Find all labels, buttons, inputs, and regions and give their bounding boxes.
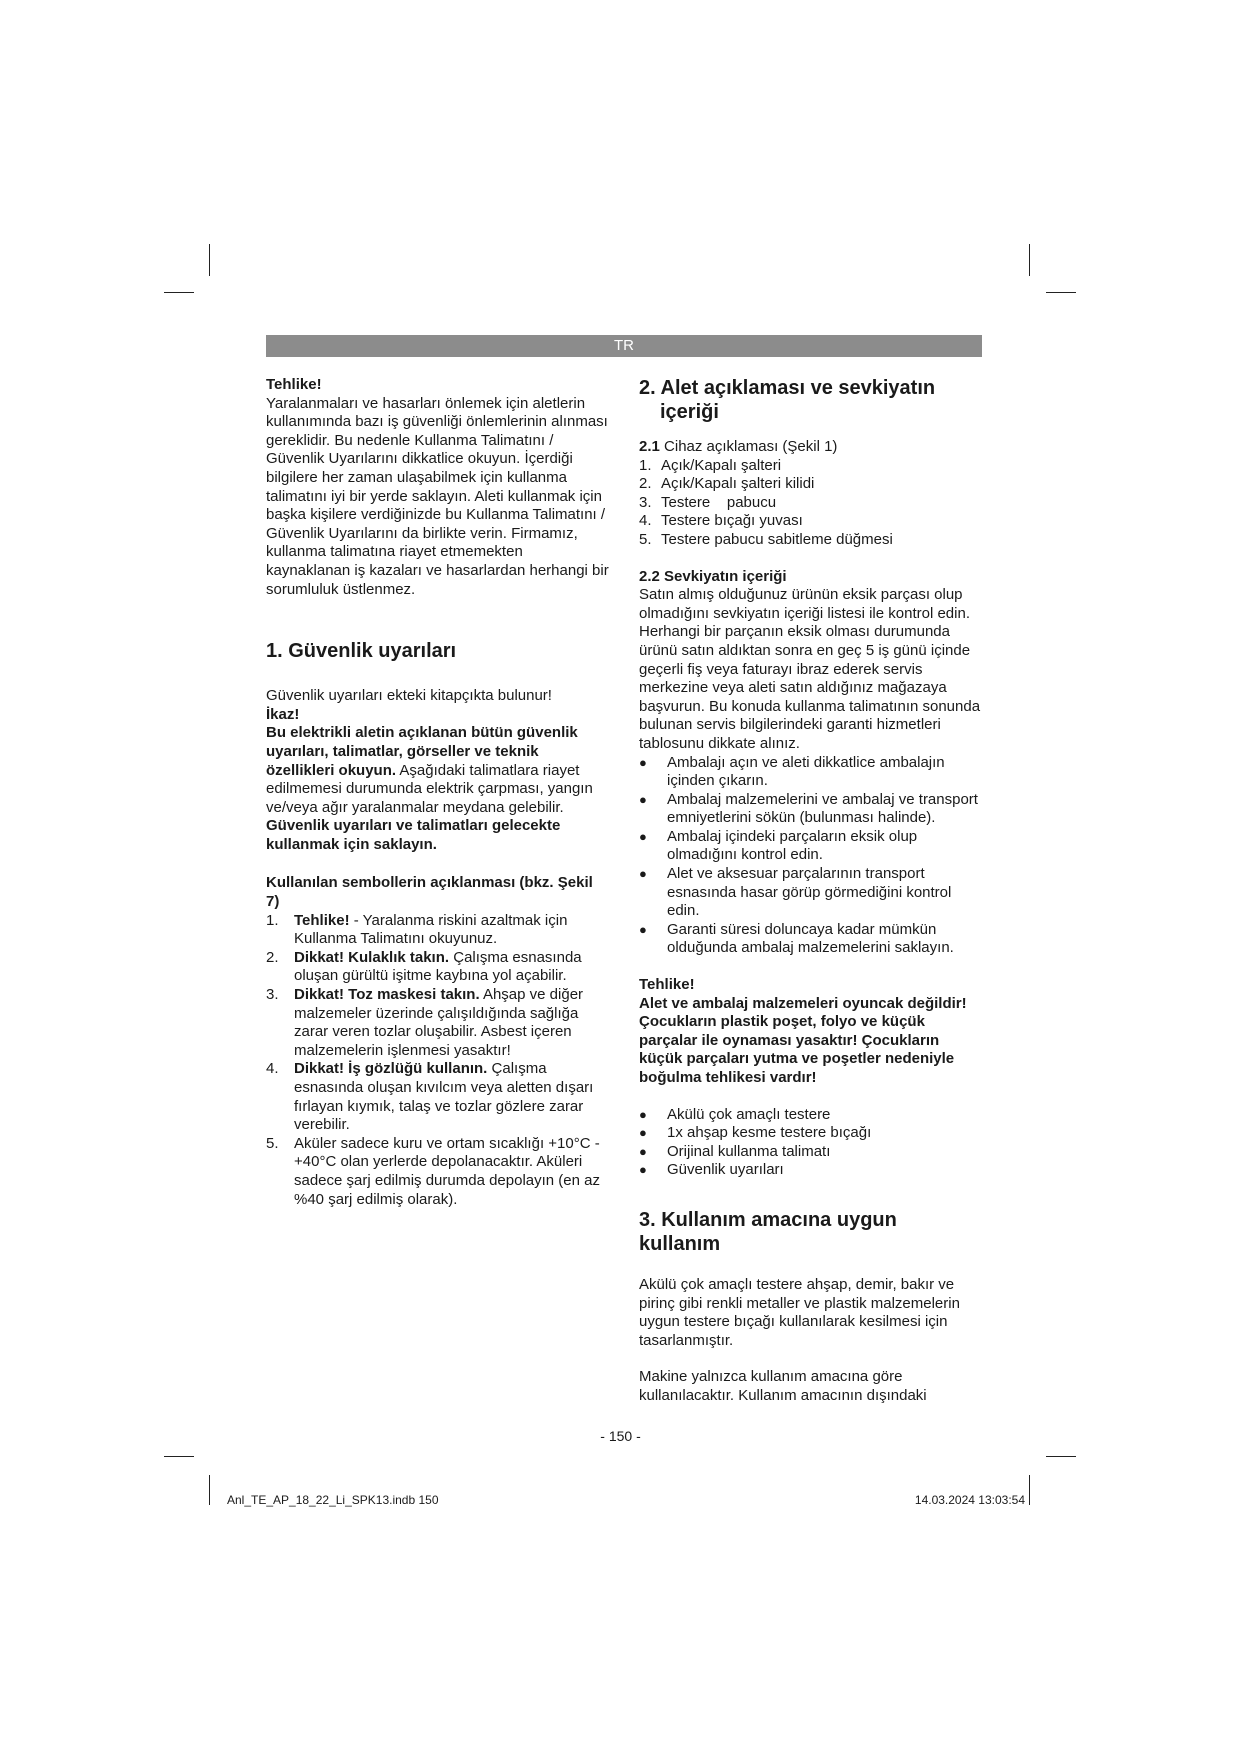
list-item [639, 865, 982, 921]
list-item-number: 4. [266, 1060, 279, 1078]
list-item-body: Çalışma esnasında oluşan kıvılcım veya aletten dışarı fırlayan kıymık, talaş ve tozlar gözlere zarar verebilir. [294, 1060, 594, 1134]
bullet-icon: ● [639, 1143, 647, 1159]
subsection-2-1-heading [639, 438, 982, 457]
list-item-number: 3. [266, 986, 279, 1004]
page-number: - 150 - [600, 1428, 641, 1444]
list-item [639, 531, 982, 550]
list-item-body: - Yaralanma riskini azaltmak için Kullanma Talimatını okuyunuz. [294, 911, 568, 948]
danger-heading: Tehlike! [266, 376, 322, 393]
list-item-text [294, 949, 610, 986]
crop-mark [164, 1456, 194, 1457]
list-item-text: Ambalajı açın ve aleti dikkatlice ambalajın içinden çıkarın. [667, 753, 945, 790]
crop-mark [1029, 1475, 1030, 1505]
keep-instructions-note: Güvenlik uyarıları ve talimatları gelecekte kullanmak için saklayın. [266, 817, 561, 853]
list-item-bold: Dikkat! Toz maskesi takın. [294, 986, 480, 1004]
safety-booklet-note: Güvenlik uyarıları ekteki kitapçıkta bulunur! [266, 687, 552, 705]
delivery-contents-paragraph: Satın almış olduğunuz ürünün eksik parçası olup olmadığını sevkiyatın içeriği listesi ile kontrol edin. Herhangi bir parçanın eksik olması durumunda ürünü satın aldıktan sonra en geç 5 iş günü içinde geçerli fiş veya faturayı ibraz ederek servis merkezine veya aleti satın aldığınız mağazaya başvurun. Bu konuda kullanma talimatının sonunda bulunan servis bilgilerindeki garanti hizmetleri tablosunu dikkate alınız. [639, 586, 981, 752]
danger-2-paragraph: Alet ve ambalaj malzemeleri oyuncak değildir! Çocukların plastik poşet, folyo ve küçük parçalar ile oynaması yasaktır! Çocukların küçük parçaları yutma ve poşetler nedeniyle boğulma tehlikesi vardır! [639, 994, 967, 1086]
list-item [266, 1135, 610, 1209]
crop-mark [209, 1475, 210, 1505]
list-item-number: 4. [639, 512, 652, 530]
list-item-text: Güvenlik uyarıları [667, 1161, 784, 1179]
list-item-text [294, 1135, 610, 1209]
list-item [639, 1161, 982, 1180]
bullet-icon: ● [639, 1125, 647, 1141]
language-code: TR [614, 337, 634, 354]
list-item-body: Çalışma esnasında oluşan gürültü işitme kaybına yol açabilir. [294, 948, 582, 985]
list-item-text: Testere bıçağı yuvası [661, 512, 803, 530]
list-item-text: Garanti süresi doluncaya kadar mümkün olduğunda ambalaj malzemelerini saklayın. [667, 920, 954, 957]
section-3-title: 3. Kullanım amacına uygun kullanım [639, 1208, 897, 1255]
list-item-text: Alet ve aksesuar parçalarının transport esnasında hasar görüp görmediğini kontrol edin. [667, 865, 952, 920]
intended-use-paragraph-2: Makine yalnızca kullanım amacına göre kullanılacaktır. Kullanım amacının dışındaki [639, 1368, 927, 1404]
crop-mark [1046, 1456, 1076, 1457]
list-item-text [294, 1060, 610, 1134]
intended-use-paragraph-1: Akülü çok amaçlı testere ahşap, demir, bakır ve pirinç gibi renkli metaller ve plastik malzemelerin uygun testere bıçağı kullanılarak kesilmesi için tasarlanmıştır. [639, 1275, 960, 1349]
symbols-list [266, 912, 610, 1210]
list-item [266, 949, 610, 986]
list-item-text: Ambalaj içindeki parçaların eksik olup olmadığını kontrol edin. [667, 827, 918, 864]
list-item-text: Orijinal kullanma talimatı [667, 1142, 831, 1160]
list-item-number: 2. [639, 475, 652, 493]
bullet-icon: ● [639, 921, 647, 937]
bullet-icon: ● [639, 754, 647, 770]
list-item [639, 791, 982, 828]
list-item [639, 494, 982, 513]
package-contents-list [639, 1106, 982, 1180]
list-item-number: 1. [639, 456, 652, 474]
list-item [639, 475, 982, 494]
bullet-icon: ● [639, 866, 647, 882]
list-item-bold: Tehlike! [294, 911, 350, 929]
list-item-text: 1x ahşap kesme testere bıçağı [667, 1124, 872, 1142]
section-2-title-line1: 2. Alet açıklaması ve sevkiyatın [639, 377, 936, 399]
list-item-text [294, 912, 610, 949]
list-item-text: Testere pabucu [661, 493, 777, 511]
subsection-2-1-number: 2.1 [639, 438, 660, 455]
bullet-icon: ● [639, 828, 647, 844]
list-item [639, 1106, 982, 1125]
crop-mark [1046, 292, 1076, 293]
bullet-icon: ● [639, 791, 647, 807]
list-item-number: 1. [266, 911, 279, 929]
list-item [639, 1124, 982, 1143]
bullet-icon: ● [639, 1106, 647, 1122]
footer-datetime: 14.03.2024 13:03:54 [914, 1493, 1025, 1507]
list-item [639, 921, 982, 958]
danger-2-heading: Tehlike! [639, 976, 695, 994]
list-item-text [294, 986, 610, 1060]
subsection-2-1-text: Cihaz açıklaması (Şekil 1) [659, 438, 838, 455]
subsection-2-2-heading: 2.2 Sevkiyatın içeriği [639, 567, 787, 585]
list-item [266, 1060, 610, 1134]
footer-filename: Anl_TE_AP_18_22_Li_SPK13.indb 150 [227, 1493, 439, 1507]
crop-mark [164, 292, 194, 293]
warning-bold-text: Bu elektrikli aletin açıklanan bütün güvenlik uyarıları, talimatlar, görseller ve teknik özellikleri okuyun. [266, 724, 578, 779]
list-item-text: Açık/Kapalı şalteri [661, 456, 782, 474]
list-item-number: 5. [266, 1134, 279, 1152]
right-column [639, 376, 982, 1406]
device-parts-list [639, 457, 982, 550]
warning-heading: İkaz! [266, 705, 300, 723]
list-item [639, 828, 982, 865]
list-item-number: 2. [266, 948, 279, 966]
list-item [639, 457, 982, 476]
symbols-heading: Kullanılan sembollerin açıklanması (bkz. Şekil 7) [266, 874, 593, 911]
list-item [639, 754, 982, 791]
list-item-number: 3. [639, 493, 652, 511]
list-item-body: Aküler sadece kuru ve ortam sıcaklığı +10°C - +40°C olan yerlerde depolanacaktır. Aküleri sadece şarj edilmiş durumda depolayın (en az %40 şarj edilmiş olarak). [294, 1134, 600, 1208]
section-2-title [639, 376, 982, 424]
crop-mark [209, 244, 210, 276]
list-item [639, 512, 982, 531]
list-item-text: Ambalaj malzemelerini ve ambalaj ve transport emniyetlerini sökün (bulunması halinde). [667, 790, 978, 827]
section-2-title-line2: içeriği [660, 401, 719, 423]
list-item-bold: Dikkat! İş gözlüğü kullanın. [294, 1060, 488, 1078]
bullet-icon: ● [639, 1162, 647, 1178]
danger-paragraph: Yaralanmaları ve hasarları önlemek için aletlerin kullanımında bazı iş güvenliği önlemlerinin alınması gereklidir. Bu nedenle Kullanma Talimatını / Güvenlik Uyarılarını dikkatlice okuyun. İçerdiği bilgilere her zaman ulaşabilmek için kullanma talimatını iyi bir yerde saklayın. Aleti kullanmak için başka kişilere verdiğinizde bu Kullanma Talimatını / Güvenlik Uyarılarını da birlikte verin. Firmamız, kullanma talimatına riayet etmemekten kaynaklanan iş kazaları ve hasarlardan herhangi bir sorumluluk üstlenmez. [266, 394, 609, 598]
list-item-number: 5. [639, 530, 652, 548]
left-column [266, 376, 610, 1209]
list-item-body: Ahşap ve diğer malzemeler üzerinde çalışıldığında sağlığa zarar veren tozlar oluşabilir. Asbest içeren malzemelerin işlenmesi yasaktır! [294, 986, 584, 1059]
warning-text: Aşağıdaki talimatlara riayet edilmemesi durumunda elektrik çarpması, yangın ve/veya ağır yaralanmalar meydana gelebilir. [266, 761, 593, 816]
list-item-text: Akülü çok amaçlı testere [667, 1105, 831, 1123]
list-item [639, 1143, 982, 1162]
list-item-text: Testere pabucu sabitleme düğmesi [661, 530, 893, 548]
list-item [266, 912, 610, 949]
crop-mark [1029, 244, 1030, 276]
list-item [266, 986, 610, 1060]
list-item-bold: Dikkat! Kulaklık takın. [294, 948, 450, 966]
warning-paragraph [266, 724, 610, 817]
section-1-title: 1. Güvenlik uyarıları [266, 640, 457, 663]
unpacking-checklist [639, 754, 982, 959]
language-header-bar [266, 335, 982, 357]
list-item-text: Açık/Kapalı şalteri kilidi [661, 475, 815, 493]
